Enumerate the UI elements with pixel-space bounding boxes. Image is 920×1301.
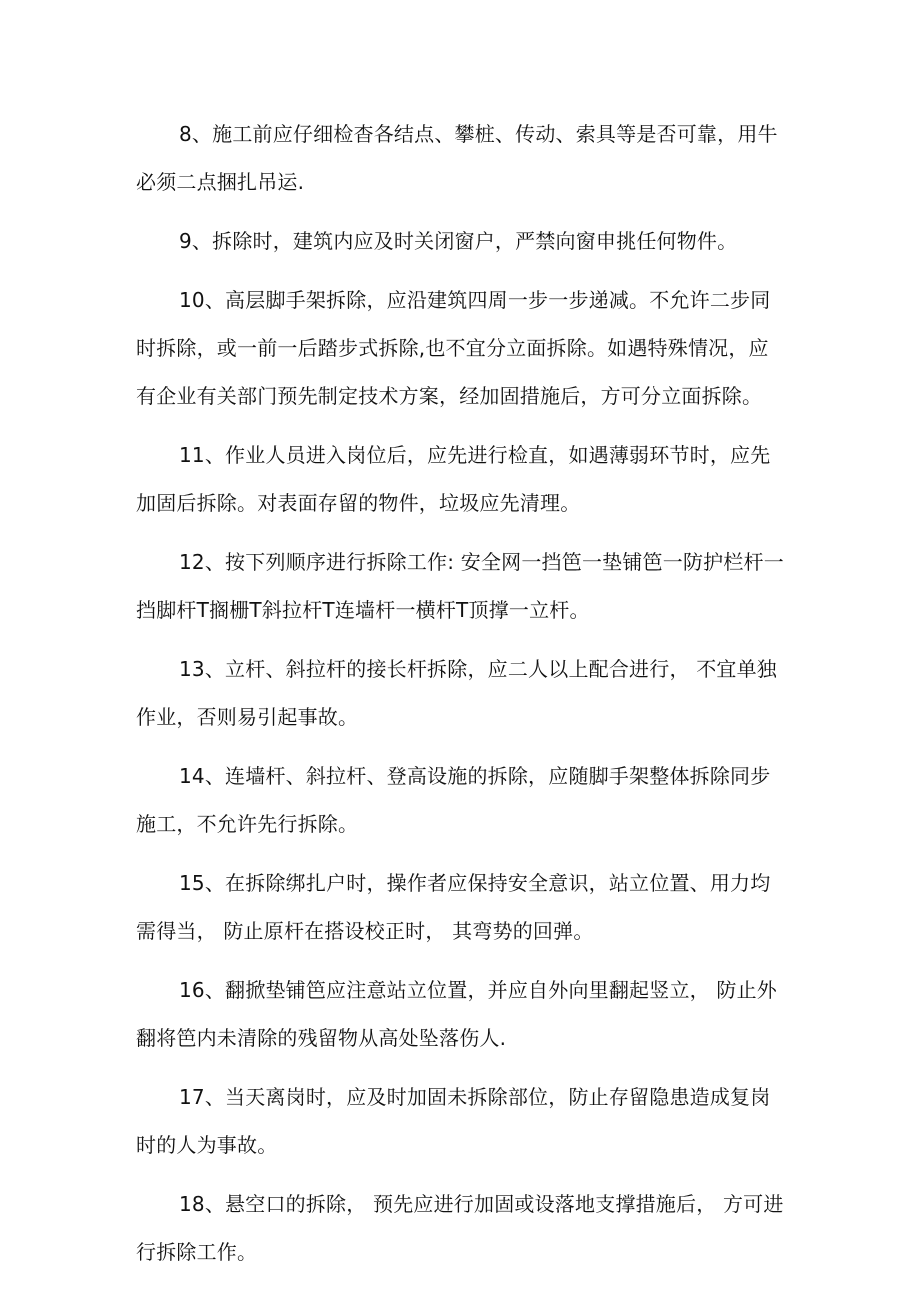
paragraph-item-9: 9、拆除时，建筑内应及时关闭窗户，严禁向窗申挑任何物件。 xyxy=(179,229,738,253)
paragraph-item-16: 16、翻掀垫铺笆应注意站立位置，并应自外向里翻起竖立， 防止外翻将笆内未清除的残留物从高处坠落伤人. xyxy=(136,978,778,1050)
paragraph-item-15: 15、在拆除绑扎户时，操作者应保持安全意识，站立位置、用力均需得当， 防止原杆在搭设校正时， 其弯势的回弹。 xyxy=(136,871,771,943)
paragraph-item-10: 10、高层脚手架拆除，应沿建筑四周一步一步递减。不允许二步同时拆除，或一前一后踏步式拆除,也不宜分立面拆除。如遇特殊情况，应有企业有关部门预先制定技术方案，经加固措施后，方可分立面拆除。 xyxy=(136,288,771,408)
paragraph-item-8: 8、施工前应仔细检杳各结点、攀桩、传动、索具等是否可靠，用牛必须二点捆扎吊运. xyxy=(136,122,778,194)
paragraph-item-14: 14、连墙杆、斜拉杆、登高设施的拆除，应随脚手架整体拆除同步施工，不允许先行拆除。 xyxy=(136,764,771,836)
paragraph-item-18: 18、悬空口的拆除， 预先应进行加固或设落地支撑措施后， 方可进行拆除工作。 xyxy=(136,1192,784,1264)
paragraph-item-13: 13、立杆、斜拉杆的接长杆拆除，应二人以上配合进行， 不宜单独作业，否则易引起事故。 xyxy=(136,657,778,729)
paragraph-item-11: 11、作业人员进入岗位后，应先进行检直，如遇薄弱环节时，应先加固后拆除。对表面存留的物件，垃圾应先清理。 xyxy=(136,443,771,515)
document-body xyxy=(136,110,786,1287)
paragraph-item-17: 17、当天离岗时，应及时加固未拆除部位，防止存留隐患造成复岗时的人为事故。 xyxy=(136,1085,771,1157)
paragraph-item-12: 12、按下列顺序进行拆除工作: 安全网一挡笆一垫铺笆一防护栏杆一挡脚杆T搁栅T斜拉杆T连墙杆一横杆T顶撑一立杆。 xyxy=(136,550,784,622)
